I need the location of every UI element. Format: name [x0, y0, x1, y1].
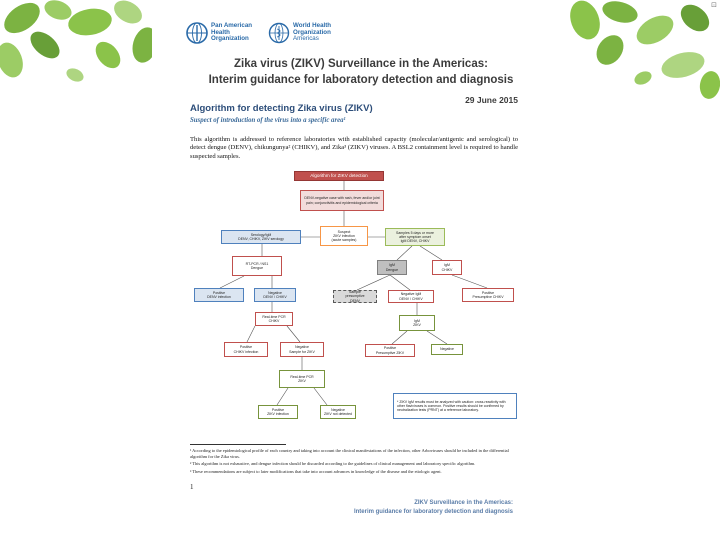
footnote-1: ¹ According to the epidemiological profile of each country and taking into account the clinical manifestations of the infection, other Arboviruses should be included in the differential algorithm for the Zika virus.	[190, 448, 509, 459]
realtime-pcr-zikv-box: Real-time PCR ZIKV	[279, 370, 325, 388]
positive-denv-box: Positive DENV infection	[194, 288, 244, 302]
negative-zikv-not-detected-box: Negative ZIKV not detected	[320, 405, 356, 419]
positive-presumptive-zikv-box: Positive Presumptive ZIKV	[365, 344, 415, 357]
positive-chikv-infection-box: Positive CHIKV infection	[224, 342, 268, 357]
serology-side-box: Serology/IgM DENV, CHIKV, ZIKV serology	[221, 230, 301, 244]
positive-presumptive-chikv-box: Positive Presumptive CHIKV	[462, 288, 514, 302]
paho-name: Pan American Health Organization	[211, 21, 253, 43]
flowchart-connectors	[152, 0, 570, 440]
section-subtitle: Suspect of introduction of the virus into a specific area¹	[190, 117, 346, 124]
footnote-2: ² This algorithm is not exhaustive, and dengue infection should be discarded according to the guidelines of clinical management and laboratory specific algorithm.	[190, 461, 476, 467]
footnote-divider	[190, 444, 286, 445]
negative-igm-box: Negative IgM DENV / CHIKV	[388, 290, 434, 303]
molecular-side-box: Samples 5 days or more after symptom onset IgM DENV, CHIKV	[385, 228, 445, 246]
intro-paragraph: This algorithm is addressed to reference laboratories with established capacity (molecular/antigenic and serological) to detect dengue (DENV), chikungunya² (CHIKV), and Zika³ (ZIKV) viruses. A BSL2 containment level is required to handle suspected samples.	[190, 136, 518, 160]
page-number: 1	[190, 483, 194, 491]
leaf-decoration-left	[0, 0, 165, 100]
who-name: World Health Organization Americas	[293, 21, 332, 43]
footnote-3: ³ These recommendations are subject to later modifications that take into account advances in knowledge of the disease and the etiologic agent.	[190, 468, 442, 474]
footer-line-2: Interim guidance for laboratory detection and diagnosis	[353, 509, 513, 515]
footer-line-1: ZIKV Surveillance in the Americas:	[414, 500, 513, 506]
document-date: 29 June 2015	[465, 95, 518, 105]
realtime-pcr-chikv-box: Real-time PCR CHIKV	[255, 312, 293, 326]
flowchart-header: Algorithm for ZIKV detection	[294, 171, 384, 181]
sample-presumptive-box: Sample presumptive DENV	[333, 290, 377, 303]
negative-sample-zikv-box: Negative Sample for ZIKV	[280, 342, 324, 357]
case-definition-box: DENV-negative case with rash, fever and/or joint pain; conjunctivitis and epidemiological criteria	[300, 190, 384, 211]
negative-final-box: Negative	[431, 344, 463, 355]
suspect-zikv-box: Suspect ZIKV infection (acute samples)	[320, 226, 368, 246]
igm-zikv-box: IgM ZIKV	[399, 315, 435, 331]
document-page	[152, 0, 570, 540]
igm-interpretation-note: * ZIKV IgM results must be analyzed with caution: cross-reactivity with other flaviviruses is common. Positive results should be confirmed by neutralization tests (PRNT) at a reference laboratory.	[393, 393, 517, 419]
footnotes	[190, 448, 520, 476]
igm-chikv-box: IgM CHIKV	[432, 260, 462, 275]
negative-denv-box: Negative DENV / CHIKV	[254, 288, 296, 302]
igm-dengue-box: IgM Dengue	[377, 260, 407, 275]
section-title: Algorithm for detecting Zika virus (ZIKV)	[190, 103, 373, 114]
document-title-line-1: Zika virus (ZIKV) Surveillance in the Americas:	[234, 58, 488, 70]
leaf-decoration-right	[555, 0, 720, 100]
slide-corner-icon[interactable]: ⊡	[711, 1, 717, 9]
document-title-line-2: Interim guidance for laboratory detection and diagnosis	[208, 74, 514, 86]
positive-zikv-infection-box: Positive ZIKV infection	[258, 405, 298, 419]
rt-pcr-dengue-box: RT-PCR / NS1 Dengue	[232, 256, 282, 276]
